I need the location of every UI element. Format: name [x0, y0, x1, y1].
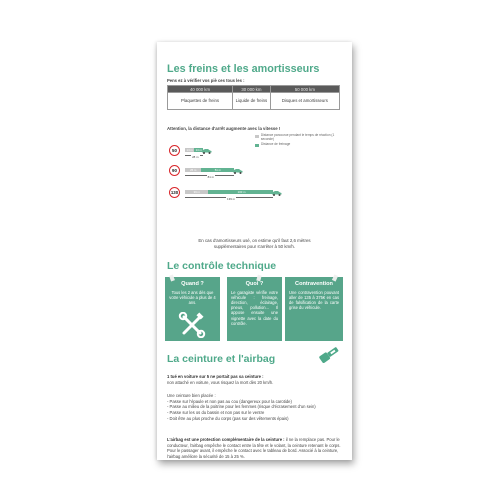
box-title: Quoi ? — [245, 281, 264, 287]
speed-limit-sign: 130 — [169, 187, 180, 198]
list-item: - Passe sur l'épaule et non pas au cou (dangereux pour la carotide) — [167, 398, 292, 404]
table-header-cell: 50 000 km — [270, 86, 339, 93]
seatbelt-buckle-icon — [317, 345, 343, 363]
legend-label: Distance parcourue pendant le temps de réaction (1 seconde) — [260, 133, 335, 141]
car-icon — [201, 141, 212, 147]
airbag-text: il ne la remplace pas. Pour le conducteur, l'airbag empêche le contact entre la tête et le volant, la ceinture retenant le corps. Pour le passager avant, il empêche le contact avec le tableau de bord. Associé à la ceinture, l'airbag améliore la sécurité de 15 à 25 %. — [167, 437, 341, 460]
stopping-note: En cas d'amortisseurs usé, on estime qu'il faut 2,6 mètres supplémentaires pour s'arrêter à 50 km/h. — [198, 238, 311, 249]
table-cell: Plaquettes de freins — [168, 93, 233, 110]
tape-decoration — [169, 274, 175, 281]
belt-lead-bold: 1 tué en voiture sur 5 ne portait pas sa ceinture : — [167, 374, 264, 379]
stopping-distance-chart — [167, 136, 340, 236]
table-cell: Disques et amortisseurs — [270, 93, 339, 110]
braking-distance-label: 51 m — [214, 168, 221, 172]
box-text: Tous les 2 ans dès que votre véhicule a plus de 4 ans. — [169, 290, 216, 306]
brakes-subtitle: Pens ez à vérifier vos piè ces tous les : — [167, 78, 245, 83]
section-title-control: Le contrôle technique — [167, 260, 277, 272]
belt-list — [167, 393, 343, 421]
info-box-fine — [285, 277, 343, 341]
list-item: - Passe sur les os du bassin et non pas sur le ventre — [167, 410, 265, 416]
box-text: Le garagiste vérifie votre véhicule : freinage, direction, éclairage, pneus, pollution... Il appose ensuite une vignette avec la date du contrôle. — [231, 290, 278, 326]
reaction-distance-label: 14 m — [186, 148, 193, 152]
chart-row-130 — [167, 188, 340, 206]
chart-row-50 — [167, 146, 340, 164]
leaflet-page — [157, 42, 352, 460]
list-item: - Doit être au plus proche du corps (pas sur des vêtements épais) — [167, 415, 289, 421]
braking-distance-label: 100 m — [237, 190, 246, 194]
total-distance-label: 28 m — [192, 155, 199, 159]
tools-icon — [178, 312, 206, 338]
legend-label: Distance de freinage — [261, 142, 291, 147]
reaction-distance-label: 36 m — [193, 190, 200, 194]
belt-lead-text: non attaché en voiture, vous risquez la mort dès 20 km/h. — [167, 379, 274, 385]
total-distance-label: 139 m — [227, 197, 236, 201]
box-title: Contravention — [295, 281, 333, 287]
info-box-what — [227, 277, 282, 341]
table-cell: Liquide de freins — [233, 93, 271, 110]
speed-limit-sign: 90 — [169, 165, 180, 176]
list-item: - Passe au milieu de la poitrine pour les femmes (risque d'écrasement d'un sein) — [167, 404, 316, 410]
info-box-when — [165, 277, 220, 341]
table-header-cell: 40 000 km — [168, 86, 233, 93]
stopping-caption: Attention, la distance d'arrêt augmente avec la vitesse ! — [167, 126, 281, 131]
table-header-cell: 30 000 km — [233, 86, 271, 93]
airbag-paragraph — [167, 437, 343, 460]
box-title: Quand ? — [181, 281, 204, 287]
belt-lead — [167, 374, 343, 385]
maintenance-table — [167, 85, 340, 110]
car-icon — [232, 161, 243, 167]
chart-row-90 — [167, 166, 340, 184]
reaction-distance-label: 25 m — [190, 168, 197, 172]
airbag-bold: L'airbag est une protection complémentaire de la ceinture : — [167, 437, 285, 442]
section-title-belt: La ceinture et l'airbag — [167, 353, 276, 365]
total-distance-label: 81 m — [207, 175, 215, 179]
belt-list-title: Une ceinture bien placée : — [167, 393, 216, 398]
section-title-brakes: Les freins et les amortisseurs — [167, 63, 320, 75]
box-text: Une contravention pouvant aller de 135 à 375€ en cas de falsification de la carte grise du véhicule. — [289, 290, 339, 311]
car-icon — [271, 183, 282, 189]
braking-distance-label: 14 m — [195, 148, 202, 152]
speed-limit-sign: 50 — [169, 145, 180, 156]
